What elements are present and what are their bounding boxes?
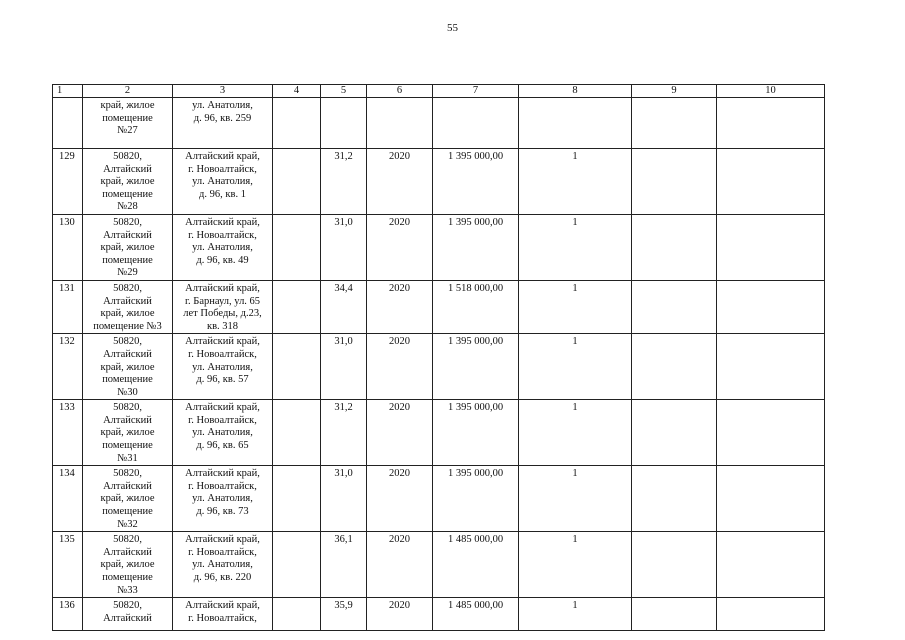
quantity-cell [519, 280, 632, 333]
column-header-2: 2 [83, 85, 173, 98]
column-4-cell [273, 280, 321, 333]
quantity-text: 1 [572, 216, 578, 228]
object-description-cell [83, 98, 173, 149]
column-10-cell [717, 532, 825, 598]
address-text: Алтайский край, г. Новоалтайск, ул. Анатолия, д. 96, кв. 57 [185, 336, 260, 386]
table-row [53, 280, 825, 333]
table-body [53, 85, 825, 631]
year-cell [367, 98, 433, 149]
row-number-cell [53, 214, 83, 280]
year-cell [367, 214, 433, 280]
address-text: Алтайский край, г. Новоалтайск, ул. Анатолия, д. 96, кв. 220 [185, 534, 260, 583]
table-row [53, 400, 825, 466]
column-9-cell [632, 214, 717, 280]
address-cell [173, 334, 273, 400]
column-header-7: 7 [433, 85, 519, 98]
price-text: 1 485 000,00 [447, 534, 504, 546]
quantity-text: 1 [572, 336, 578, 348]
object-description-text: 50820, Алтайский край, жилое помещение №31 [100, 402, 155, 464]
year-text: 2020 [389, 468, 410, 480]
area-text: 31,2 [334, 151, 353, 162]
column-header-10: 10 [717, 85, 825, 98]
table-row [53, 98, 825, 149]
price-text: 1 395 000,00 [447, 151, 504, 162]
address-cell [173, 598, 273, 631]
price-cell [433, 532, 519, 598]
quantity-cell [519, 400, 632, 466]
year-text: 2020 [389, 336, 410, 348]
column-header-4: 4 [273, 85, 321, 98]
area-text: 31,2 [334, 402, 353, 414]
quantity-cell [519, 532, 632, 598]
column-4-cell [273, 598, 321, 631]
price-cell [433, 214, 519, 280]
column-4-cell [273, 214, 321, 280]
quantity-text: 1 [572, 600, 578, 612]
price-cell [433, 98, 519, 149]
price-cell [433, 400, 519, 466]
area-cell [321, 149, 367, 215]
column-9-cell [632, 149, 717, 215]
year-cell [367, 466, 433, 532]
year-cell [367, 149, 433, 215]
year-cell [367, 334, 433, 400]
area-text: 31,0 [334, 468, 353, 480]
quantity-text: 1 [572, 151, 578, 162]
object-description-cell [83, 400, 173, 466]
quantity-text: 1 [572, 402, 578, 414]
row-number-cell [53, 98, 83, 149]
row-number-cell [53, 466, 83, 532]
year-text: 2020 [389, 282, 410, 294]
quantity-cell [519, 214, 632, 280]
column-10-cell [717, 214, 825, 280]
price-cell [433, 149, 519, 215]
price-cell [433, 598, 519, 631]
row-number-cell [53, 149, 83, 215]
object-description-text: 50820, Алтайский край, жилое помещение №3 [93, 282, 162, 332]
column-4-cell [273, 400, 321, 466]
table-row [53, 214, 825, 280]
row-number-cell [53, 598, 83, 631]
address-cell [173, 280, 273, 333]
row-number-text: 129 [59, 151, 75, 162]
object-description-text: 50820, Алтайский край, жилое помещение №29 [100, 216, 155, 279]
object-description-cell [83, 532, 173, 598]
register-table [52, 84, 825, 631]
address-cell [173, 149, 273, 215]
table-row [53, 466, 825, 532]
row-number-text: 133 [59, 402, 75, 414]
row-number-cell [53, 400, 83, 466]
column-9-cell [632, 334, 717, 400]
column-10-cell [717, 334, 825, 400]
column-4-cell [273, 532, 321, 598]
row-number-cell [53, 532, 83, 598]
year-text: 2020 [389, 534, 410, 546]
address-text: Алтайский край, г. Новоалтайск, ул. Анатолия, д. 96, кв. 65 [185, 402, 260, 452]
column-4-cell [273, 466, 321, 532]
column-4-cell [273, 334, 321, 400]
quantity-cell [519, 149, 632, 215]
area-cell [321, 532, 367, 598]
price-text: 1 485 000,00 [447, 600, 504, 612]
quantity-cell [519, 466, 632, 532]
table-row [53, 149, 825, 215]
object-description-text: 50820, Алтайский край, жилое помещение №28 [100, 151, 155, 213]
table-row [53, 598, 825, 631]
object-description-text: 50820, Алтайский [103, 600, 152, 624]
object-description-text: 50820, Алтайский край, жилое помещение №32 [100, 468, 155, 530]
area-text: 35,9 [334, 600, 353, 612]
area-cell [321, 598, 367, 631]
price-text: 1 395 000,00 [447, 336, 504, 348]
area-cell [321, 334, 367, 400]
column-9-cell [632, 280, 717, 333]
price-cell [433, 466, 519, 532]
area-text: 36,1 [334, 534, 353, 546]
table-row [53, 532, 825, 598]
row-number-text: 134 [59, 468, 75, 480]
column-header-6: 6 [367, 85, 433, 98]
row-number-cell [53, 334, 83, 400]
column-10-cell [717, 280, 825, 333]
quantity-text: 1 [572, 534, 578, 546]
address-text: Алтайский край, г. Барнаул, ул. 65 лет Победы, д.23, кв. 318 [183, 282, 262, 332]
area-cell [321, 98, 367, 149]
area-cell [321, 280, 367, 333]
row-number-text: 132 [59, 336, 75, 348]
year-text: 2020 [389, 151, 410, 162]
area-cell [321, 466, 367, 532]
row-number-text: 131 [59, 282, 75, 294]
year-text: 2020 [389, 402, 410, 414]
object-description-text: 50820, Алтайский край, жилое помещение №30 [100, 336, 155, 398]
price-cell [433, 280, 519, 333]
price-text: 1 395 000,00 [447, 402, 504, 414]
price-cell [433, 334, 519, 400]
column-9-cell [632, 400, 717, 466]
quantity-cell [519, 98, 632, 149]
year-cell [367, 280, 433, 333]
column-4-cell [273, 98, 321, 149]
object-description-cell [83, 214, 173, 280]
table-header-row [53, 85, 825, 98]
address-text: Алтайский край, г. Новоалтайск, ул. Анатолия, д. 96, кв. 73 [185, 468, 260, 518]
object-description-text: 50820, Алтайский край, жилое помещение №33 [100, 534, 155, 596]
column-9-cell [632, 466, 717, 532]
quantity-cell [519, 598, 632, 631]
object-description-cell [83, 280, 173, 333]
area-cell [321, 400, 367, 466]
table-row [53, 334, 825, 400]
column-10-cell [717, 598, 825, 631]
area-text: 31,0 [334, 216, 353, 228]
page-number: 55 [447, 22, 458, 34]
column-10-cell [717, 149, 825, 215]
quantity-text: 1 [572, 468, 578, 480]
year-text: 2020 [389, 216, 410, 228]
register-table-wrapper [52, 84, 824, 624]
price-text: 1 395 000,00 [447, 216, 504, 228]
object-description-text: край, жилое помещение №27 [100, 100, 155, 137]
address-cell [173, 400, 273, 466]
address-text: ул. Анатолия, д. 96, кв. 259 [192, 100, 253, 124]
address-cell [173, 532, 273, 598]
column-header-8: 8 [519, 85, 632, 98]
year-cell [367, 400, 433, 466]
column-10-cell [717, 400, 825, 466]
year-cell [367, 598, 433, 631]
column-10-cell [717, 98, 825, 149]
row-number-cell [53, 280, 83, 333]
year-text: 2020 [389, 600, 410, 612]
column-header-9: 9 [632, 85, 717, 98]
column-9-cell [632, 532, 717, 598]
address-text: Алтайский край, г. Новоалтайск, ул. Анатолия, д. 96, кв. 49 [185, 216, 260, 266]
area-text: 34,4 [334, 282, 353, 294]
object-description-cell [83, 149, 173, 215]
address-text: Алтайский край, г. Новоалтайск, ул. Анатолия, д. 96, кв. 1 [185, 151, 260, 200]
quantity-cell [519, 334, 632, 400]
column-header-3: 3 [173, 85, 273, 98]
address-cell [173, 214, 273, 280]
row-number-text: 136 [59, 600, 75, 612]
column-header-1: 1 [53, 85, 83, 98]
column-9-cell [632, 598, 717, 631]
row-number-text: 130 [59, 216, 75, 228]
object-description-cell [83, 334, 173, 400]
area-cell [321, 214, 367, 280]
column-header-5: 5 [321, 85, 367, 98]
quantity-text: 1 [572, 282, 578, 294]
column-9-cell [632, 98, 717, 149]
address-text: Алтайский край, г. Новоалтайск, [185, 600, 260, 624]
year-cell [367, 532, 433, 598]
price-text: 1 395 000,00 [447, 468, 504, 480]
column-10-cell [717, 466, 825, 532]
row-number-text: 135 [59, 534, 75, 546]
object-description-cell [83, 466, 173, 532]
address-cell [173, 98, 273, 149]
price-text: 1 518 000,00 [447, 282, 504, 294]
column-4-cell [273, 149, 321, 215]
address-cell [173, 466, 273, 532]
area-text: 31,0 [334, 336, 353, 348]
object-description-cell [83, 598, 173, 631]
